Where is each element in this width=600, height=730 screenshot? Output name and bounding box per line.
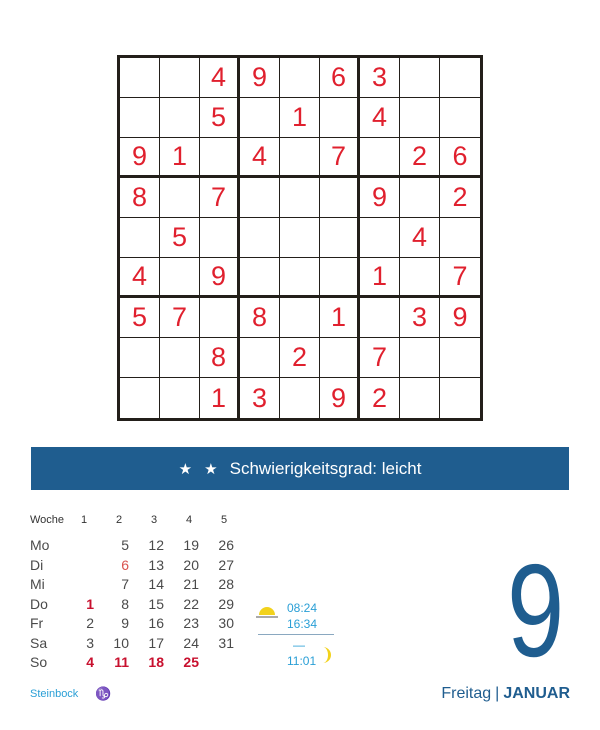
sudoku-cell <box>320 218 360 258</box>
calendar-date: 7 <box>121 576 129 592</box>
sudoku-cell: 9 <box>120 138 160 178</box>
weekday-name: Di <box>30 556 44 573</box>
sudoku-cell: 4 <box>120 258 160 298</box>
calendar-date: 25 <box>183 654 199 670</box>
calendar-date: 6 <box>121 556 129 573</box>
sudoku-cell <box>120 58 160 98</box>
sudoku-cell: 6 <box>440 138 480 178</box>
sunrise-icon <box>256 603 278 626</box>
date-separator: | <box>495 685 500 702</box>
sudoku-cell <box>160 378 200 418</box>
sudoku-cell <box>360 218 400 258</box>
difficulty-stars: ★ ★ <box>178 460 222 478</box>
calendar-date: 10 <box>113 634 129 651</box>
sudoku-cell <box>200 138 240 178</box>
sudoku-cell: 7 <box>360 338 400 378</box>
calendar-date: 29 <box>218 595 234 612</box>
sudoku-grid <box>117 55 483 421</box>
sudoku-cell: 5 <box>120 298 160 338</box>
sudoku-cell <box>280 218 320 258</box>
sudoku-cell <box>120 338 160 378</box>
sudoku-cell: 9 <box>360 178 400 218</box>
calendar-date: 17 <box>148 634 164 651</box>
difficulty-banner <box>31 447 569 490</box>
sudoku-cell <box>160 338 200 378</box>
calendar-date: 12 <box>148 537 164 553</box>
week-number: 3 <box>150 514 158 526</box>
sudoku-cell: 1 <box>360 258 400 298</box>
moon-icon <box>320 646 334 669</box>
month-label: JANUAR <box>503 685 570 702</box>
calendar-date: 27 <box>218 556 234 573</box>
sudoku-cell <box>400 338 440 378</box>
sudoku-cell: 5 <box>160 218 200 258</box>
sudoku-cell <box>160 258 200 298</box>
sudoku-cell: 8 <box>240 298 280 338</box>
sudoku-cell: 8 <box>120 178 160 218</box>
sudoku-cell <box>360 138 400 178</box>
sudoku-cell: 9 <box>320 378 360 418</box>
sudoku-cell: 4 <box>360 98 400 138</box>
sudoku-cell <box>440 218 480 258</box>
week-number: 2 <box>115 514 123 526</box>
week-number: 4 <box>185 514 193 526</box>
sudoku-cell: 6 <box>320 58 360 98</box>
sudoku-cell: 9 <box>200 258 240 298</box>
sudoku-cell <box>440 338 480 378</box>
sudoku-cell <box>440 98 480 138</box>
calendar-date: 11 <box>114 654 129 670</box>
moon-dash: — <box>293 638 305 652</box>
capricorn-icon: ♑ <box>95 686 112 701</box>
sudoku-cell <box>440 58 480 98</box>
sudoku-cell <box>400 258 440 298</box>
sudoku-cell: 4 <box>200 58 240 98</box>
sudoku-cell <box>280 258 320 298</box>
difficulty-label: Schwierigkeitsgrad: leicht <box>229 458 422 478</box>
sudoku-cell: 9 <box>240 58 280 98</box>
calendar-date: 9 <box>121 615 129 631</box>
sudoku-cell <box>400 378 440 418</box>
sudoku-cell: 1 <box>160 138 200 178</box>
calendar-date: 21 <box>183 576 199 592</box>
calendar-date: 18 <box>148 654 164 670</box>
sudoku-cell <box>280 378 320 418</box>
sudoku-cell <box>200 218 240 258</box>
calendar-date: 30 <box>218 615 234 631</box>
sudoku-cell: 1 <box>320 298 360 338</box>
calendar-date: 14 <box>148 576 164 592</box>
sudoku-cell <box>240 218 280 258</box>
sudoku-cell <box>240 98 280 138</box>
calendar-date: 19 <box>183 537 199 553</box>
calendar-date: 1 <box>86 595 94 612</box>
sudoku-cell <box>120 98 160 138</box>
sudoku-cell: 7 <box>320 138 360 178</box>
sudoku-cell <box>400 98 440 138</box>
sudoku-cell: 2 <box>440 178 480 218</box>
sudoku-cell <box>320 98 360 138</box>
sudoku-cell <box>280 58 320 98</box>
calendar-date: 22 <box>183 595 199 612</box>
sudoku-cell <box>160 98 200 138</box>
sudoku-cell <box>240 338 280 378</box>
week-number: 5 <box>220 514 228 526</box>
sudoku-cell <box>280 298 320 338</box>
sudoku-cell: 3 <box>400 298 440 338</box>
sudoku-cell <box>320 258 360 298</box>
sudoku-cell: 1 <box>280 98 320 138</box>
calendar-date: 26 <box>218 537 234 553</box>
sudoku-cell: 7 <box>440 258 480 298</box>
sudoku-cell <box>400 178 440 218</box>
sudoku-cell <box>160 178 200 218</box>
sudoku-cell <box>360 298 400 338</box>
calendar-date: 3 <box>86 634 94 651</box>
sudoku-cell <box>320 178 360 218</box>
sudoku-cell <box>160 58 200 98</box>
sudoku-cell <box>200 298 240 338</box>
weekday-name: Fr <box>30 615 44 631</box>
sudoku-cell <box>120 218 160 258</box>
sudoku-cell: 7 <box>160 298 200 338</box>
moon-time: 11:01 <box>287 654 317 668</box>
calendar-date: 2 <box>86 615 94 631</box>
sudoku-cell: 2 <box>360 378 400 418</box>
sunset-time: 16:34 <box>287 617 318 631</box>
sudoku-cell: 9 <box>440 298 480 338</box>
sudoku-cell: 7 <box>200 178 240 218</box>
weekday-name: Sa <box>30 634 48 651</box>
divider-line <box>258 634 334 635</box>
weekday-name: So <box>30 654 48 670</box>
calendar-date: 31 <box>218 634 234 651</box>
sudoku-cell: 3 <box>240 378 280 418</box>
calendar-date: 4 <box>86 654 94 670</box>
sudoku-cell: 4 <box>400 218 440 258</box>
sudoku-cell <box>280 138 320 178</box>
sudoku-cell <box>240 258 280 298</box>
weekday-name: Mo <box>30 537 50 553</box>
day-number: 9 <box>507 537 565 684</box>
calendar-date: 15 <box>148 595 164 612</box>
weekday-name: Do <box>30 595 48 612</box>
sudoku-cell: 2 <box>400 138 440 178</box>
weekday-name: Mi <box>30 576 45 592</box>
weekday-label: Freitag <box>441 685 492 702</box>
sudoku-cell: 1 <box>200 378 240 418</box>
sudoku-cell: 3 <box>360 58 400 98</box>
calendar-date: 5 <box>121 537 129 553</box>
sudoku-cell <box>400 58 440 98</box>
calendar-date: 13 <box>148 556 164 573</box>
sudoku-cell <box>120 378 160 418</box>
sudoku-cell: 2 <box>280 338 320 378</box>
sudoku-cell: 8 <box>200 338 240 378</box>
calendar-date: 24 <box>183 634 199 651</box>
calendar-date: 8 <box>121 595 129 612</box>
sudoku-cell <box>240 178 280 218</box>
weekday-month <box>441 685 570 703</box>
sudoku-cell: 4 <box>240 138 280 178</box>
sudoku-cell <box>440 378 480 418</box>
calendar-date: 28 <box>218 576 234 592</box>
calendar-date: 20 <box>183 556 199 573</box>
zodiac-label: Steinbock <box>30 688 79 700</box>
sunrise-time: 08:24 <box>287 601 318 615</box>
calendar-date: 16 <box>148 615 164 631</box>
sudoku-cell <box>320 338 360 378</box>
calendar-date: 23 <box>183 615 199 631</box>
sudoku-cell: 5 <box>200 98 240 138</box>
week-label: Woche <box>30 514 65 526</box>
sudoku-cell <box>280 178 320 218</box>
week-number: 1 <box>80 514 88 526</box>
